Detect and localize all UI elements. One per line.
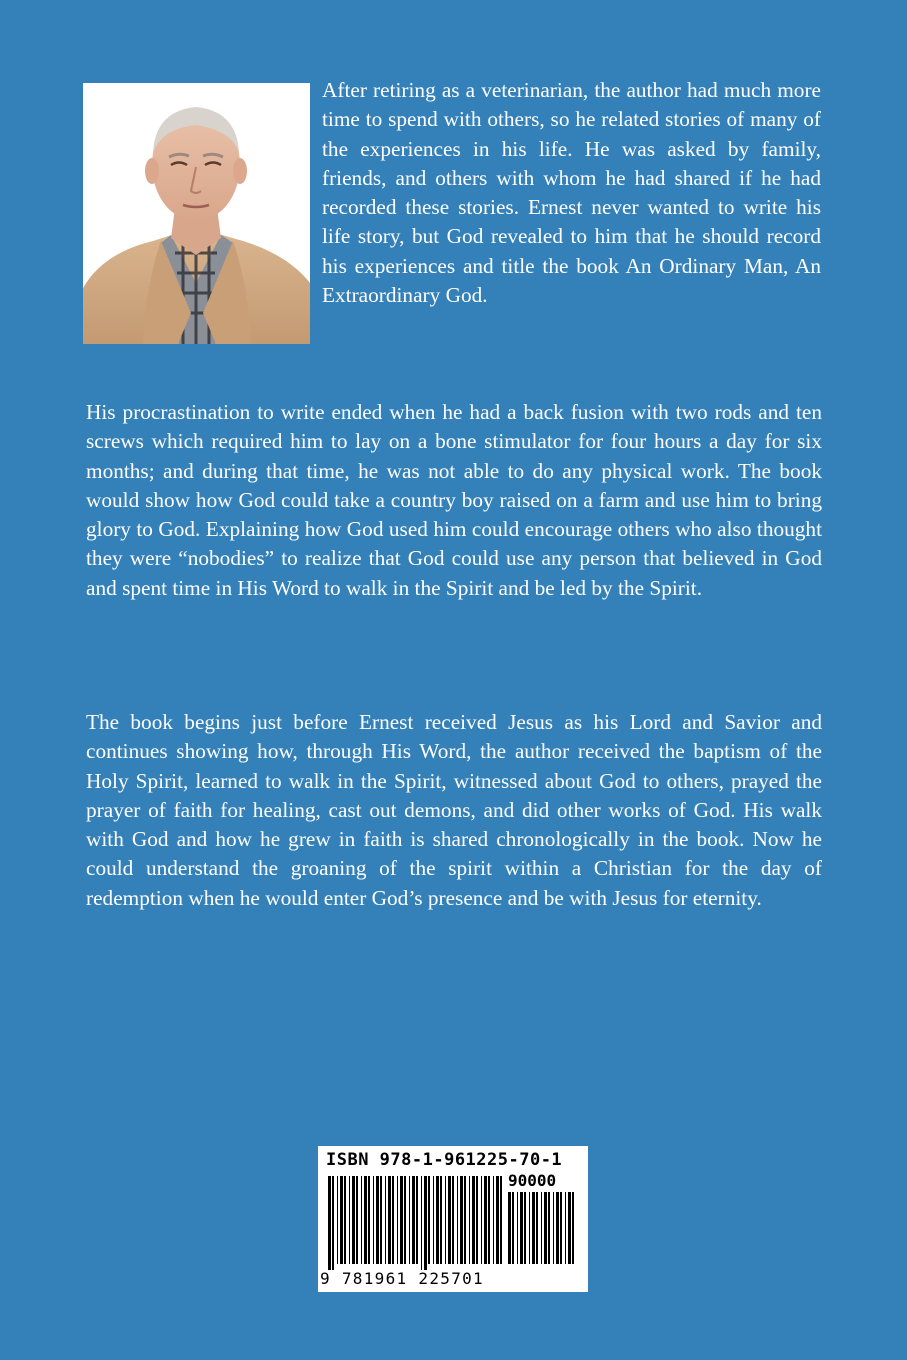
addon-bars — [508, 1192, 578, 1270]
price-code: 90000 — [508, 1171, 557, 1190]
author-photo — [83, 83, 310, 344]
ean-bars — [328, 1176, 504, 1270]
author-bio-paragraph: After retiring as a veterinarian, the author had much more time to spend with others, so he related stories of many of the experiences in his life. He was asked by family, friends, and others with whom he had shared if he had recorded these stories. Ernest never wanted to write his life story, but God revealed to him that he should record his experiences and title the book An Ordinary Man, An Extraordinary God. — [322, 78, 821, 308]
ean-digits: 9 781961 225701 — [320, 1269, 484, 1288]
isbn-label: ISBN 978-1-961225-70-1 — [326, 1150, 563, 1170]
isbn-barcode — [318, 1146, 588, 1292]
book-summary-paragraph: The book begins just before Ernest received Jesus as his Lord and Savior and continues showing how, through His Word, the author received the baptism of the Holy Spirit, learned to walk in the Spirit, witnessed about God to others, prayed the prayer of faith for healing, cast out demons, and did other works of God. His walk with God and how he grew in faith is shared chronologically in the book. Now he could understand the groaning of the spirit within a Christian for the day of redemption when he would enter God’s presence and be with Jesus for eternity. — [86, 710, 822, 910]
book-description-paragraph: His procrastination to write ended when he had a back fusion with two rods and ten screws which required him to lay on a bone stimulator for four hours a day for six months; and during that time, he was not able to do any physical work. The book would show how God could take a country boy raised on a farm and use him to bring glory to God. Explaining how God used him could encourage others who also thought they were “nobodies” to realize that God could use any person that believed in God and spent time in His Word to walk in the Spirit and be led by the Spirit. — [86, 400, 822, 600]
